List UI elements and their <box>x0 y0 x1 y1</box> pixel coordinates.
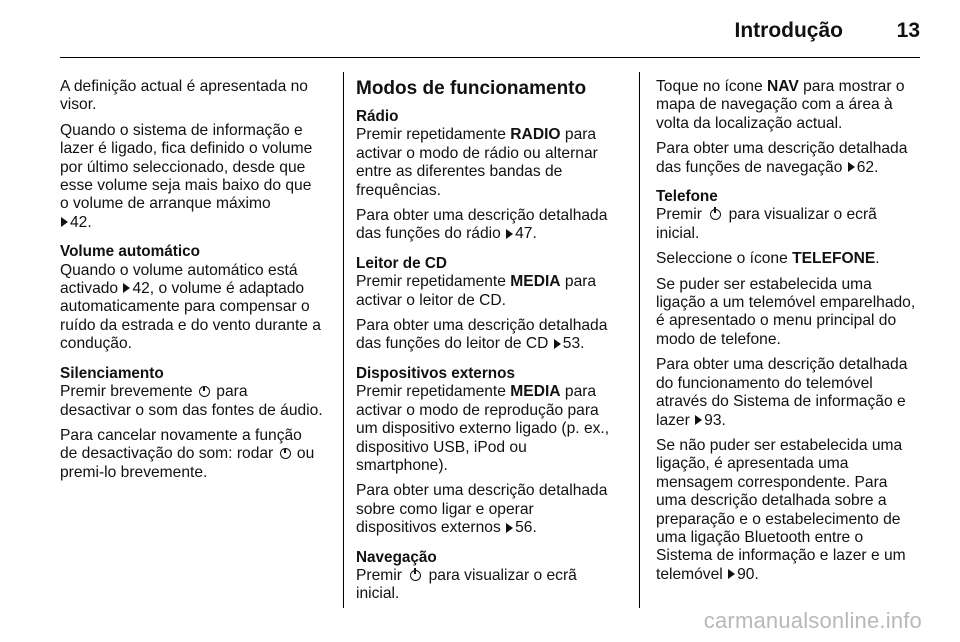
paragraph-cd: Premir repetidamente MEDIA para activar o leitor de CD. <box>356 273 597 309</box>
page-reference-icon <box>554 339 561 349</box>
media-key-label: MEDIA <box>510 383 561 401</box>
paragraph-phone-not-connected: Se não puder ser estabelecida uma ligação, é apresentada uma mensagem correspondente. Para uma descrição detalhada sobre a preparação e o estabelecimento de uma ligação Bluetooth entre o Sistema de informação e lazer e um telemóvel 90. <box>656 436 906 583</box>
watermark: carmanualsonline.info <box>703 608 922 633</box>
page-reference-icon <box>506 523 513 533</box>
page-reference-icon <box>728 569 735 579</box>
page-number: 13 <box>896 19 920 42</box>
section-heading-navigation: Navegação <box>356 548 437 566</box>
paragraph-navigation: Premir para visualizar o ecrã inicial. <box>356 566 577 603</box>
paragraph-radio: Premir repetidamente RADIO para activar o modo de rádio ou alternar entre as diferentes bandas de frequências. <box>356 126 598 199</box>
page-reference-icon <box>506 229 513 239</box>
paragraph-nav-icon: Toque no ícone NAV para mostrar o mapa de navegação com a área à volta da localização actual. <box>656 78 905 132</box>
column-divider-1 <box>343 72 344 608</box>
media-key-label: MEDIA <box>510 273 561 291</box>
column-2 <box>356 78 628 611</box>
section-title-modes: Modos de funcionamento <box>356 78 587 99</box>
paragraph-phone-select: Seleccione o ícone TELEFONE. <box>656 250 880 268</box>
paragraph-volume-auto: Quando o volume automático está activado 42, o volume é adaptado automaticamente para compensar o ruído da estrada e do vento durante a condução. <box>60 261 321 353</box>
header-divider <box>60 57 920 58</box>
column-3 <box>656 78 928 591</box>
paragraph-cd-desc: Para obter uma descrição detalhada das funções do leitor de CD 53. <box>356 317 608 353</box>
column-divider-2 <box>639 72 640 608</box>
power-knob-icon <box>199 386 210 397</box>
section-heading-radio: Rádio <box>356 108 399 125</box>
radio-key-label: RADIO <box>510 126 561 144</box>
section-heading-phone: Telefone <box>656 188 718 206</box>
page-reference-icon <box>848 162 855 172</box>
paragraph-startup-volume: Quando o sistema de informação e lazer é ligado, fica definido o volume por último seleccionado, desde que esse volume seja mais baixo do que o volume de arranque máximo 42. <box>60 121 313 231</box>
section-heading-mute: Silenciamento <box>60 364 164 382</box>
paragraph-cancel-mute: Para cancelar novamente a função de desactivação do som: rodar ou premi-lo brevemente. <box>60 426 315 481</box>
paragraph-external-desc: Para obter uma descrição detalhada sobre como ligar e operar dispositivos externos 56. <box>356 482 608 537</box>
page-reference-icon <box>123 283 130 293</box>
home-icon <box>409 569 421 581</box>
nav-key-label: NAV <box>767 78 799 95</box>
power-knob-icon <box>280 448 291 459</box>
page-reference-icon <box>61 217 68 227</box>
paragraph-current-setting: A definição actual é apresentada no visor. <box>60 78 308 114</box>
section-heading-cd: Leitor de CD <box>356 254 447 272</box>
paragraph-phone-desc: Para obter uma descrição detalhada do funcionamento do telemóvel através do Sistema de informação e lazer 93. <box>656 356 908 429</box>
section-heading-volume-auto: Volume automático <box>60 243 200 261</box>
home-icon <box>709 208 721 220</box>
column-1 <box>60 78 332 489</box>
page-reference-icon <box>695 415 702 425</box>
paragraph-nav-desc: Para obter uma descrição detalhada das funções de navegação 62. <box>656 140 908 176</box>
paragraph-phone-connected: Se puder ser estabelecida uma ligação a um telemóvel emparelhado, é apresentado o menu principal do modo de telefone. <box>656 275 916 348</box>
section-heading-external: Dispositivos externos <box>356 364 515 382</box>
paragraph-radio-desc: Para obter uma descrição detalhada das funções do rádio 47. <box>356 207 608 243</box>
phone-key-label: TELEFONE <box>792 250 876 268</box>
paragraph-mute: Premir brevemente para desactivar o som das fontes de áudio. <box>60 383 323 419</box>
paragraph-phone: Premir para visualizar o ecrã inicial. <box>656 206 877 242</box>
paragraph-external: Premir repetidamente MEDIA para activar o modo de reprodução para um dispositivo externo ligado (p. ex., dispositivo USB, iPod ou smartphone). <box>356 383 610 474</box>
page-title: Introdução <box>734 19 843 42</box>
